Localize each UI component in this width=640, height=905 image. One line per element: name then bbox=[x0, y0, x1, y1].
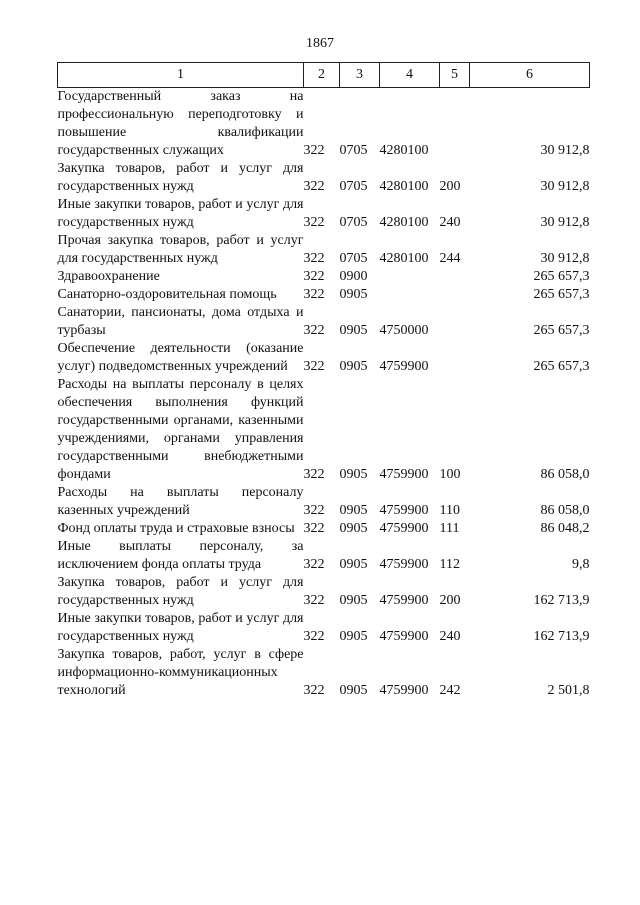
row-target-code: 4759900 bbox=[379, 629, 429, 644]
row-target-code: 4759900 bbox=[379, 359, 429, 374]
row-ved-code: 322 bbox=[303, 269, 325, 284]
row-amount: 30 912,8 bbox=[540, 215, 590, 230]
header-col-5: 5 bbox=[440, 63, 470, 88]
row-name: Санаторно-оздоровительная помощь bbox=[57, 287, 277, 302]
page-number: 1867 bbox=[306, 36, 334, 51]
row-target-code: 4759900 bbox=[379, 503, 429, 518]
row-section-code: 0905 bbox=[339, 467, 368, 482]
table-row bbox=[58, 268, 590, 286]
header-col-4: 4 bbox=[380, 63, 440, 88]
row-amount: 265 657,3 bbox=[533, 359, 590, 374]
row-expense-type: 240 bbox=[439, 215, 461, 230]
row-target-code: 4280100 bbox=[379, 215, 429, 230]
table-row bbox=[58, 376, 590, 484]
row-section-code: 0905 bbox=[339, 323, 368, 338]
header-col-6: 6 bbox=[470, 63, 590, 88]
row-amount: 86 058,0 bbox=[540, 503, 590, 518]
row-target-code: 4280100 bbox=[379, 179, 429, 194]
row-target-code: 4759900 bbox=[379, 557, 429, 572]
header-col-2: 2 bbox=[304, 63, 340, 88]
row-target-code: 4759900 bbox=[379, 683, 429, 698]
header-col-3: 3 bbox=[340, 63, 380, 88]
row-amount: 265 657,3 bbox=[533, 287, 590, 302]
row-expense-type: 242 bbox=[439, 683, 461, 698]
row-amount: 9,8 bbox=[572, 557, 590, 572]
row-name: Расходы на выплаты персоналу в целях обеспечения выполнения функций государственными органами, казенными учреждениями, органами управления государственными внебюджетными фондами bbox=[57, 377, 304, 482]
table-row bbox=[58, 88, 590, 161]
row-ved-code: 322 bbox=[303, 215, 325, 230]
row-section-code: 0900 bbox=[339, 269, 368, 284]
table-row bbox=[58, 646, 590, 700]
row-name: Государственный заказ на профессиональную переподготовку и повышение квалификации государственных служащих bbox=[57, 89, 304, 158]
row-ved-code: 322 bbox=[303, 683, 325, 698]
row-expense-type: 244 bbox=[439, 251, 461, 266]
row-section-code: 0905 bbox=[339, 557, 368, 572]
row-section-code: 0905 bbox=[339, 359, 368, 374]
row-name: Фонд оплаты труда и страховые взносы bbox=[57, 521, 295, 536]
row-name: Прочая закупка товаров, работ и услуг для государственных нужд bbox=[57, 233, 304, 266]
table-row bbox=[58, 520, 590, 538]
row-ved-code: 322 bbox=[303, 503, 325, 518]
row-name: Иные закупки товаров, работ и услуг для государственных нужд bbox=[57, 197, 304, 230]
row-target-code: 4759900 bbox=[379, 521, 429, 536]
row-section-code: 0905 bbox=[339, 683, 368, 698]
row-amount: 162 713,9 bbox=[533, 593, 590, 608]
row-amount: 2 501,8 bbox=[547, 683, 590, 698]
header-col-1: 1 bbox=[58, 63, 304, 88]
row-expense-type bbox=[440, 304, 470, 340]
row-name: Закупка товаров, работ и услуг для государственных нужд bbox=[57, 575, 304, 608]
row-ved-code: 322 bbox=[303, 467, 325, 482]
row-ved-code: 322 bbox=[303, 359, 325, 374]
row-name: Обеспечение деятельности (оказание услуг) подведомственных учреждений bbox=[57, 341, 304, 374]
row-amount: 30 912,8 bbox=[540, 179, 590, 194]
row-section-code: 0705 bbox=[339, 251, 368, 266]
table-row bbox=[58, 484, 590, 520]
row-ved-code: 322 bbox=[303, 287, 325, 302]
row-name: Закупка товаров, работ и услуг для государственных нужд bbox=[57, 161, 304, 194]
row-ved-code: 322 bbox=[303, 143, 325, 158]
row-expense-type: 110 bbox=[439, 503, 460, 518]
row-amount: 162 713,9 bbox=[533, 629, 590, 644]
row-name: Иные закупки товаров, работ и услуг для государственных нужд bbox=[57, 611, 304, 644]
row-ved-code: 322 bbox=[303, 593, 325, 608]
row-section-code: 0905 bbox=[339, 287, 368, 302]
row-expense-type bbox=[440, 286, 470, 304]
row-expense-type bbox=[440, 268, 470, 286]
row-expense-type: 112 bbox=[439, 557, 460, 572]
table-row bbox=[58, 574, 590, 610]
row-expense-type: 111 bbox=[439, 521, 460, 536]
row-expense-type bbox=[440, 340, 470, 376]
row-amount: 30 912,8 bbox=[540, 143, 590, 158]
table-row bbox=[58, 160, 590, 196]
row-section-code: 0905 bbox=[339, 521, 368, 536]
row-expense-type: 200 bbox=[439, 179, 461, 194]
row-target-code bbox=[380, 268, 440, 286]
row-name: Санатории, пансионаты, дома отдыха и турбазы bbox=[57, 305, 304, 338]
row-expense-type bbox=[440, 88, 470, 161]
row-ved-code: 322 bbox=[303, 323, 325, 338]
table-row bbox=[58, 340, 590, 376]
budget-table bbox=[57, 62, 590, 700]
row-target-code: 4750000 bbox=[379, 323, 429, 338]
row-name: Здравоохранение bbox=[57, 269, 160, 284]
row-target-code: 4280100 bbox=[379, 143, 429, 158]
row-ved-code: 322 bbox=[303, 521, 325, 536]
row-ved-code: 322 bbox=[303, 251, 325, 266]
row-amount: 86 048,2 bbox=[540, 521, 590, 536]
row-amount: 86 058,0 bbox=[540, 467, 590, 482]
row-expense-type: 200 bbox=[439, 593, 461, 608]
row-name: Закупка товаров, работ, услуг в сфере информационно-коммуникационных технологий bbox=[57, 647, 304, 698]
row-target-code: 4759900 bbox=[379, 467, 429, 482]
table-row bbox=[58, 304, 590, 340]
row-target-code: 4759900 bbox=[379, 593, 429, 608]
row-name: Иные выплаты персоналу, за исключением фонда оплаты труда bbox=[57, 539, 304, 572]
table-row bbox=[58, 610, 590, 646]
row-section-code: 0705 bbox=[339, 179, 368, 194]
row-target-code bbox=[380, 286, 440, 304]
row-section-code: 0905 bbox=[339, 593, 368, 608]
row-section-code: 0905 bbox=[339, 629, 368, 644]
row-section-code: 0705 bbox=[339, 143, 368, 158]
row-section-code: 0905 bbox=[339, 503, 368, 518]
row-expense-type: 240 bbox=[439, 629, 461, 644]
row-ved-code: 322 bbox=[303, 179, 325, 194]
row-amount: 265 657,3 bbox=[533, 269, 590, 284]
table-row bbox=[58, 196, 590, 232]
row-ved-code: 322 bbox=[303, 557, 325, 572]
row-expense-type: 100 bbox=[439, 467, 461, 482]
row-ved-code: 322 bbox=[303, 629, 325, 644]
row-amount: 265 657,3 bbox=[533, 323, 590, 338]
row-target-code: 4280100 bbox=[379, 251, 429, 266]
row-section-code: 0705 bbox=[339, 215, 368, 230]
row-name: Расходы на выплаты персоналу казенных учреждений bbox=[57, 485, 304, 518]
table-row bbox=[58, 538, 590, 574]
row-amount: 30 912,8 bbox=[540, 251, 590, 266]
table-row bbox=[58, 286, 590, 304]
table-header-row bbox=[58, 63, 590, 88]
table-row bbox=[58, 232, 590, 268]
